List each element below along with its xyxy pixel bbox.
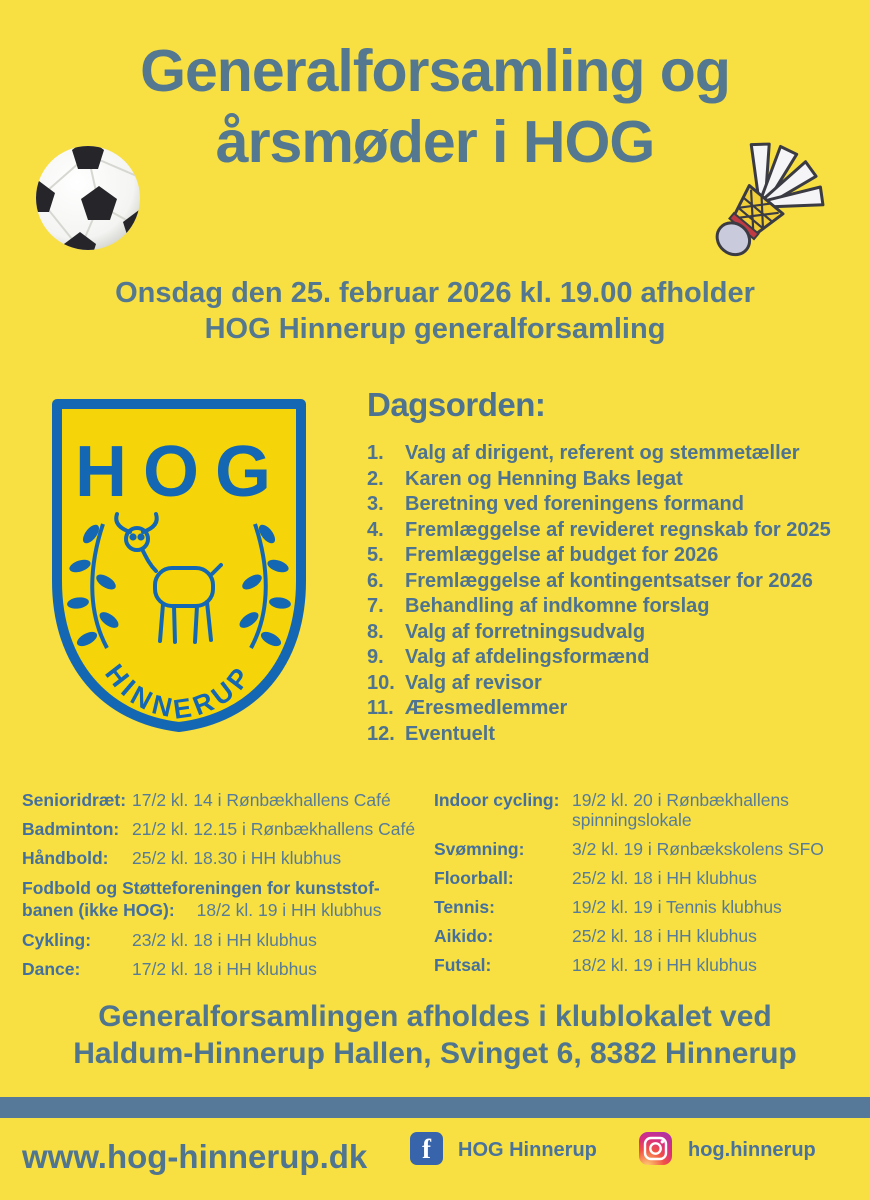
sport-label: Senioridræt: bbox=[22, 790, 127, 810]
crest-town-name: HINNERUP bbox=[99, 658, 259, 725]
hog-club-crest bbox=[43, 396, 315, 736]
agenda-item: 2. Karen og Henning Baks legat bbox=[367, 467, 683, 490]
schedule-row bbox=[434, 926, 848, 946]
venue-line2: Haldum-Hinnerup Hallen, Svinget 6, 8382 Hinnerup bbox=[73, 1036, 797, 1070]
agenda-item: 5. Fremlæggelse af budget for 2026 bbox=[367, 544, 719, 566]
sport-label: Håndbold: bbox=[22, 848, 109, 868]
schedule-left-column bbox=[22, 790, 420, 988]
page-title-line2: årsmøder i HOG bbox=[215, 109, 655, 176]
schedule-row bbox=[434, 839, 848, 859]
meeting-details: 19/2 kl. 19 i Tennis klubhus bbox=[572, 897, 782, 917]
venue-announcement bbox=[0, 999, 870, 1073]
meeting-details: 19/2 kl. 20 i Rønbækhallens spinningslokale bbox=[572, 790, 789, 830]
agenda-item: 3. Beretning ved foreningens formand bbox=[367, 493, 744, 515]
schedule-row bbox=[22, 848, 420, 868]
schedule-row bbox=[434, 955, 848, 975]
schedule-row bbox=[22, 930, 420, 950]
event-date bbox=[0, 276, 870, 348]
sport-label: Fodbold og Støtteforeningen for kunststof- bbox=[22, 878, 380, 898]
agenda-item: 8. Valg af forretningsudvalg bbox=[367, 620, 646, 643]
agenda-section bbox=[367, 386, 853, 747]
website-url: www.hog-hinnerup.dk bbox=[22, 1138, 368, 1175]
crest-acronym: HOG bbox=[74, 432, 288, 512]
sport-label: Indoor cycling: bbox=[434, 790, 560, 810]
schedule-row bbox=[22, 819, 420, 839]
agenda-item: 1. Valg af dirigent, referent og stemmetæller bbox=[367, 442, 800, 464]
agenda-item: 4. Fremlæggelse af revideret regnskab for 2025 bbox=[367, 518, 831, 541]
venue-line1: Generalforsamlingen afholdes i klublokalet ved bbox=[98, 1000, 772, 1033]
schedule-right-column bbox=[434, 790, 848, 988]
agenda-list bbox=[367, 441, 853, 747]
instagram-handle: hog.hinnerup bbox=[688, 1139, 816, 1161]
sport-label-continued: banen (ikke HOG): bbox=[22, 900, 175, 920]
agenda-item: 7. Behandling af indkomne forslag bbox=[367, 595, 710, 617]
schedule-row bbox=[434, 790, 848, 830]
agenda-item: 12. Eventuelt bbox=[367, 722, 496, 745]
schedule-row bbox=[22, 959, 420, 979]
meeting-details: 18/2 kl. 19 i HH klubhus bbox=[572, 955, 757, 975]
agenda-item: 11. Æresmedlemmer bbox=[367, 697, 568, 719]
sport-label: Badminton: bbox=[22, 819, 120, 839]
facebook-handle: HOG Hinnerup bbox=[458, 1139, 597, 1161]
agenda-item: 6. Fremlæggelse af kontingentsatser for 2026 bbox=[367, 569, 813, 592]
meeting-details: 25/2 kl. 18 i HH klubhus bbox=[572, 868, 757, 888]
meeting-details: 25/2 kl. 18 i HH klubhus bbox=[572, 926, 757, 946]
meeting-details: 17/2 kl. 18 i HH klubhus bbox=[132, 959, 317, 979]
schedule-row bbox=[22, 790, 420, 810]
sport-label: Cykling: bbox=[22, 930, 92, 950]
divider-bar bbox=[0, 1097, 870, 1118]
schedule-row bbox=[434, 897, 848, 917]
schedule-row bbox=[22, 877, 420, 921]
sport-label: Futsal: bbox=[434, 955, 492, 975]
sport-label: Aikido: bbox=[434, 926, 494, 946]
shuttlecock-icon bbox=[694, 126, 849, 271]
soccer-ball-icon bbox=[33, 143, 143, 253]
page-title-line1: Generalforsamling og bbox=[140, 38, 730, 104]
meeting-details: 18/2 kl. 19 i HH klubhus bbox=[196, 900, 382, 920]
instagram-icon bbox=[638, 1131, 673, 1166]
sport-label: Tennis: bbox=[434, 897, 495, 917]
sport-label: Dance: bbox=[22, 959, 81, 979]
agenda-item: 10. Valg af revisor bbox=[367, 671, 542, 694]
footer bbox=[0, 1118, 870, 1200]
event-date-line1: Onsdag den 25. februar 2026 kl. 19.00 afholder bbox=[115, 277, 755, 309]
agenda-item: 9. Valg af afdelingsformænd bbox=[367, 646, 650, 668]
meeting-details: 23/2 kl. 18 i HH klubhus bbox=[132, 930, 317, 950]
meeting-details: 3/2 kl. 19 i Rønbækskolens SFO bbox=[572, 839, 824, 859]
meeting-details: 21/2 kl. 12.15 i Rønbækhallens Café bbox=[132, 819, 416, 839]
facebook-icon: f bbox=[410, 1132, 443, 1165]
meeting-details: 25/2 kl. 18.30 i HH klubhus bbox=[132, 848, 342, 868]
schedule-row bbox=[434, 868, 848, 888]
sport-label: Svømning: bbox=[434, 839, 525, 859]
event-date-line2: HOG Hinnerup generalforsamling bbox=[204, 312, 666, 345]
agenda-heading: Dagsorden: bbox=[367, 386, 546, 423]
meeting-details: 17/2 kl. 14 i Rønbækhallens Café bbox=[132, 790, 391, 810]
department-meetings bbox=[22, 790, 848, 988]
sport-label: Floorball: bbox=[434, 868, 514, 888]
